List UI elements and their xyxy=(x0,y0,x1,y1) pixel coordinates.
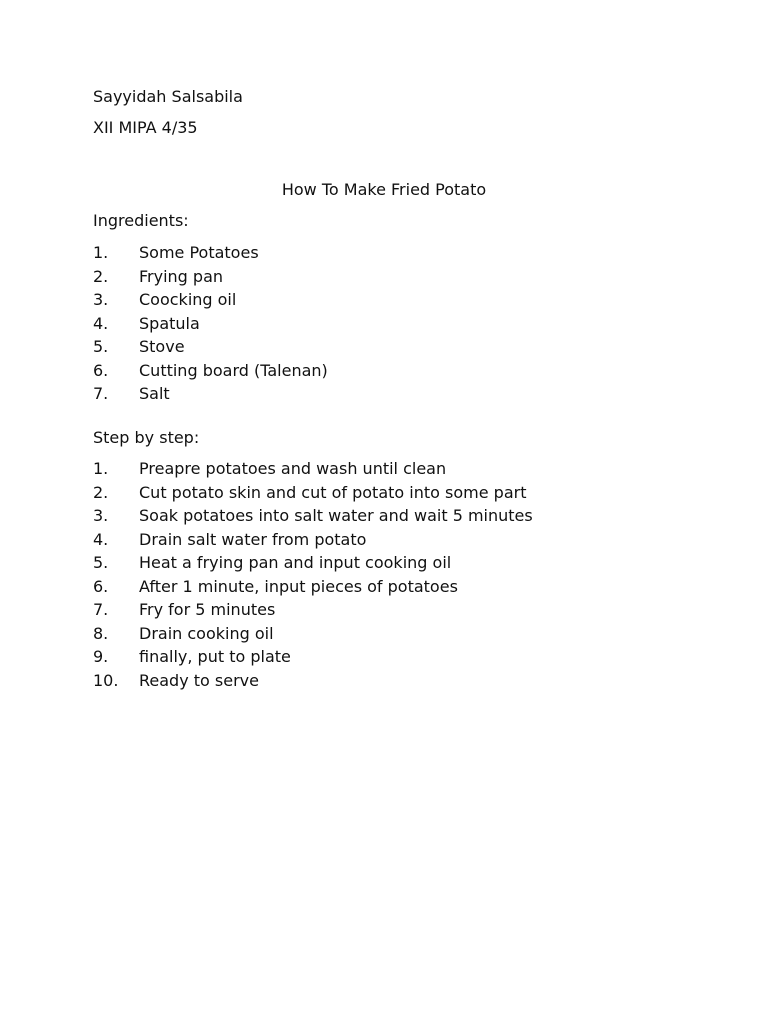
step-number: 10. xyxy=(93,670,119,690)
author-name: Sayyidah Salsabila xyxy=(93,87,243,106)
item-number: 3. xyxy=(93,290,109,309)
item-text: Salt xyxy=(139,384,170,403)
list-item xyxy=(93,624,533,648)
item-text: Spatula xyxy=(139,313,200,333)
list-item xyxy=(93,243,328,267)
steps-heading: Step by step: xyxy=(93,428,200,447)
document-title: How To Make Fried Potato xyxy=(281,180,487,199)
list-item xyxy=(93,290,328,314)
list-item xyxy=(93,384,328,408)
list-item xyxy=(93,267,328,291)
list-item xyxy=(93,314,328,338)
step-number: 6. xyxy=(93,576,109,596)
step-number: 3. xyxy=(93,506,109,525)
item-number: 7. xyxy=(93,384,109,403)
step-text: After 1 minute, input pieces of potatoes xyxy=(139,576,458,596)
list-item xyxy=(93,647,533,671)
step-text: Soak potatoes into salt water and wait 5 minutes xyxy=(139,506,533,525)
list-item xyxy=(93,459,533,483)
list-item xyxy=(93,671,533,695)
step-number: 1. xyxy=(93,459,109,478)
step-number: 7. xyxy=(93,600,109,619)
class-info: XII MIPA 4/35 xyxy=(93,118,198,137)
step-text: Ready to serve xyxy=(139,670,259,690)
item-text: Stove xyxy=(139,337,185,356)
list-item xyxy=(93,361,328,385)
step-text: Fry for 5 minutes xyxy=(139,600,276,619)
item-number: 2. xyxy=(93,266,109,286)
list-item xyxy=(93,553,533,577)
item-text: Some Potatoes xyxy=(139,243,259,262)
step-number: 5. xyxy=(93,553,109,572)
item-number: 1. xyxy=(93,243,109,262)
item-text: Coocking oil xyxy=(139,290,237,309)
step-text: Heat a frying pan and input cooking oil xyxy=(139,553,452,572)
list-item xyxy=(93,600,533,624)
step-text: Cut potato skin and cut of potato into some part xyxy=(139,482,527,502)
step-text: Drain cooking oil xyxy=(139,623,274,643)
step-text: Drain salt water from potato xyxy=(139,529,367,549)
list-item xyxy=(93,483,533,507)
step-text: finally, put to plate xyxy=(139,647,291,666)
item-number: 6. xyxy=(93,360,109,380)
list-item xyxy=(93,530,533,554)
item-number: 5. xyxy=(93,337,109,356)
ingredients-list xyxy=(93,243,328,408)
list-item xyxy=(93,577,533,601)
step-text: Preapre potatoes and wash until clean xyxy=(139,459,447,478)
item-text: Cutting board (Talenan) xyxy=(139,360,328,380)
item-text: Frying pan xyxy=(139,266,224,286)
step-number: 9. xyxy=(93,647,109,666)
steps-list xyxy=(93,459,533,694)
step-number: 4. xyxy=(93,529,109,549)
step-number: 2. xyxy=(93,482,109,502)
step-number: 8. xyxy=(93,623,109,643)
item-number: 4. xyxy=(93,313,109,333)
list-item xyxy=(93,337,328,361)
list-item xyxy=(93,506,533,530)
ingredients-heading: Ingredients: xyxy=(93,211,189,230)
